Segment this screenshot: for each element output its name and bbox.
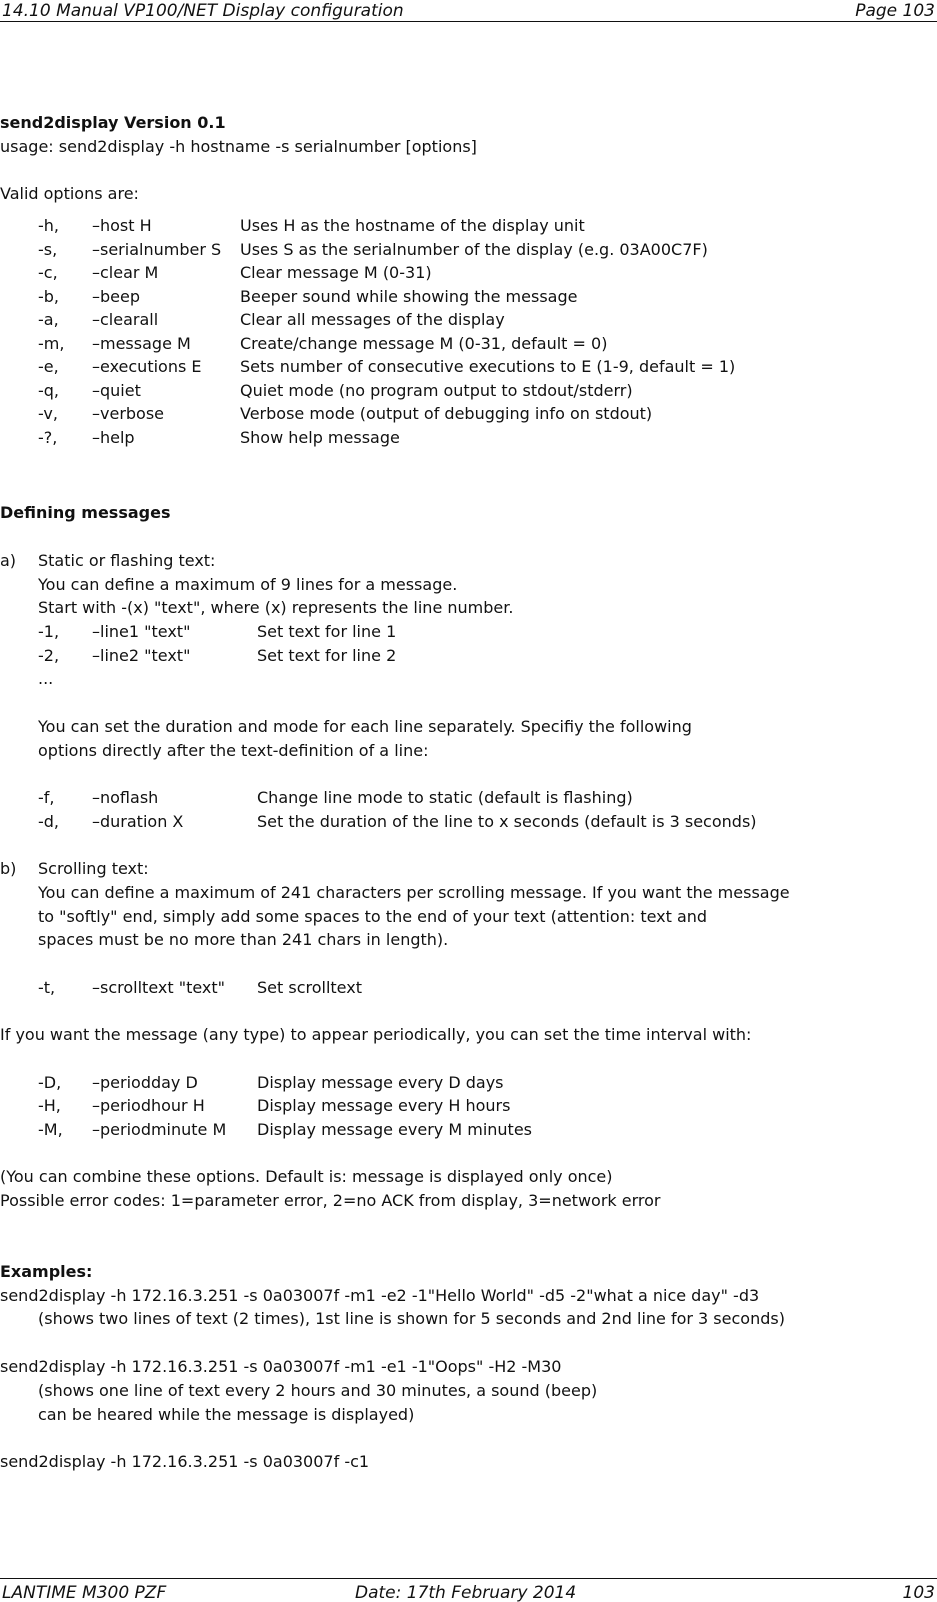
example-description: (shows two lines of text (2 times), 1st line is shown for 5 seconds and 2nd line for 3 seconds) — [38, 1309, 785, 1329]
period-option-row: -H, –periodhour H Display message every H hours — [38, 1096, 511, 1116]
section-title-send2display: send2display Version 0.1 — [0, 113, 226, 132]
usage-line: usage: send2display -h hostname -s serialnumber [options] — [0, 136, 477, 156]
item-b-title: b) Scrolling text: — [0, 857, 930, 881]
header-page: Page 103 — [855, 1, 935, 21]
error-codes: Possible error codes: 1=parameter error, 2=no ACK from display, 3=network error — [0, 1190, 661, 1210]
footer-date: Date: 17th February 2014 — [355, 1583, 577, 1602]
line-option-row: -2, –line2 "text" Set text for line 2 — [38, 645, 397, 665]
option-row: -c, –clear M Clear message M (0-31) — [38, 263, 432, 283]
mode-option-row: -d, –duration X Set the duration of the line to x seconds (default is 3 seconds) — [38, 811, 757, 831]
example-command: send2display -h 172.16.3.251 -s 0a03007f -m1 -e1 -1"Oops" -H2 -M30 — [0, 1356, 562, 1376]
page-header — [0, 0, 937, 22]
valid-options-label: Valid options are: — [0, 184, 139, 204]
option-row: -v, –verbose Verbose mode (output of debugging info on stdout) — [38, 404, 653, 424]
paragraph-line: to "softly" end, simply add some spaces to the end of your text (attention: text and — [38, 906, 708, 926]
example-command: send2display -h 172.16.3.251 -s 0a03007f -c1 — [0, 1452, 370, 1472]
paragraph-line: Start with -(x) "text", where (x) represents the line number. — [38, 598, 514, 618]
example-description: (shows one line of text every 2 hours and 30 minutes, a sound (beep) — [38, 1380, 598, 1400]
option-row: -a, –clearall Clear all messages of the display — [38, 310, 505, 330]
paragraph-line: You can set the duration and mode for each line separately. Specifiy the following — [38, 716, 692, 736]
paragraph-line: You can define a maximum of 9 lines for a message. — [38, 574, 458, 594]
example-command: send2display -h 172.16.3.251 -s 0a03007f -m1 -e2 -1"Hello World" -d5 -2"what a nice day" -d3 — [0, 1285, 760, 1305]
mode-option-row: -f, –noflash Change line mode to static (default is flashing) — [38, 788, 633, 808]
example-description: can be heared while the message is displayed) — [38, 1404, 415, 1424]
section-title-examples: Examples: — [0, 1261, 93, 1281]
option-row: -b, –beep Beeper sound while showing the message — [38, 286, 578, 306]
header-title: 14.10 Manual VP100/NET Display configuration — [2, 1, 404, 21]
period-intro: If you want the message (any type) to appear periodically, you can set the time interval with: — [0, 1025, 752, 1045]
footer-product: LANTIME M300 PZF — [2, 1583, 167, 1602]
option-row: -s, –serialnumber S Uses S as the serialnumber of the display (e.g. 03A00C7F) — [38, 239, 708, 259]
scroll-option-row: -t, –scrolltext "text" Set scrolltext — [38, 977, 362, 997]
ellipsis: ... — [38, 669, 54, 689]
section-title-defining-messages: Defining messages — [0, 503, 171, 523]
paragraph-line: options directly after the text-definition of a line: — [38, 740, 429, 760]
option-row: -q, –quiet Quiet mode (no program output to stdout/stderr) — [38, 380, 633, 400]
item-b-marker: b) — [0, 858, 17, 878]
page-footer — [0, 1578, 937, 1600]
option-row: -h, –host H Uses H as the hostname of the display unit — [38, 216, 585, 236]
option-row: -m, –message M Create/change message M (0-31, default = 0) — [38, 333, 608, 353]
line-option-row: -1, –line1 "text" Set text for line 1 — [38, 622, 397, 642]
period-option-row: -D, –periodday D Display message every D days — [38, 1072, 504, 1092]
item-a-title: a) Static or flashing text: — [0, 549, 930, 573]
item-a-marker: a) — [0, 550, 17, 570]
options-table — [0, 214, 930, 449]
document-body — [0, 111, 930, 1474]
paragraph-line: spaces must be no more than 241 chars in length). — [38, 930, 449, 950]
option-row: -?, –help Show help message — [38, 427, 400, 447]
combine-note: (You can combine these options. Default is: message is displayed only once) — [0, 1167, 613, 1187]
footer-page-number: 103 — [902, 1583, 935, 1602]
period-option-row: -M, –periodminute M Display message every M minutes — [38, 1119, 532, 1139]
paragraph-line: You can define a maximum of 241 characters per scrolling message. If you want the message — [38, 882, 790, 902]
option-row: -e, –executions E Sets number of consecutive executions to E (1-9, default = 1) — [38, 357, 736, 377]
